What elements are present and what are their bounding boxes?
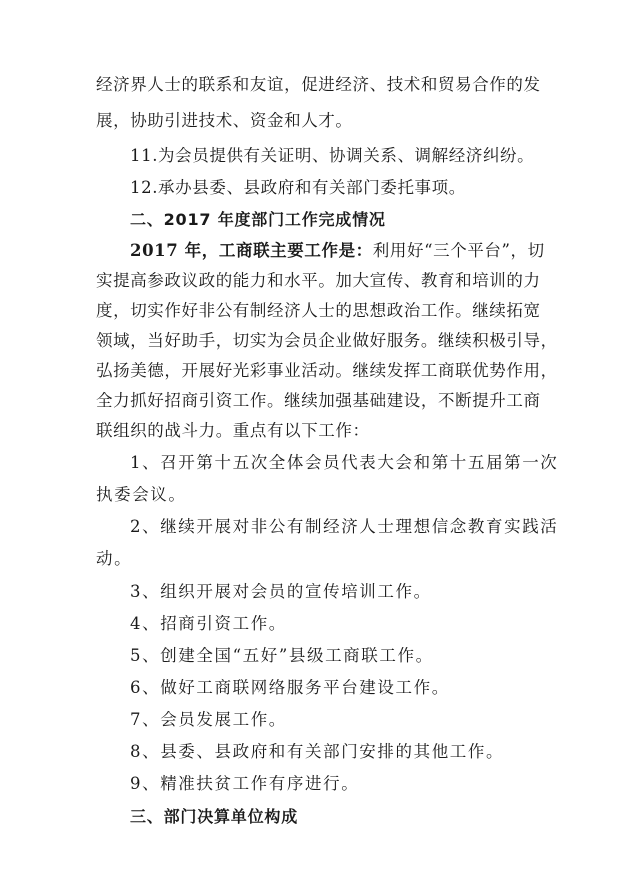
work-item-2-cont: 动。 <box>96 549 133 568</box>
paragraph-line: 展，协助引进技术、资金和人才。 <box>96 111 353 130</box>
work-item-6: 6、做好工商联网络服务平台建设工作。 <box>130 678 450 697</box>
paragraph-line: 经济界人士的联系和友谊，促进经济、技术和贸易合作的发 <box>96 75 541 94</box>
work-item-4: 4、招商引资工作。 <box>130 614 287 633</box>
work-item-8: 8、县委、县政府和有关部门安排的其他工作。 <box>130 742 505 761</box>
intro-lead-rest: 利用好“三个平台”，切 <box>372 241 545 260</box>
section-heading-3: 三、部门决算单位构成 <box>130 807 299 826</box>
work-item-5: 5、创建全国“五好”县级工商联工作。 <box>130 646 434 665</box>
section-heading-2: 二、2017 年度部门工作完成情况 <box>130 210 386 229</box>
paragraph-line: 领域，当好助手，切实为会员企业做好服务。继续积极引导， <box>96 331 558 350</box>
work-item-2: 2、继续开展对非公有制经济人士理想信念教育实践活 <box>130 517 559 536</box>
work-item-1: 1、召开第十五次全体会员代表大会和第十五届第一次 <box>130 453 559 472</box>
work-item-1-cont: 执委会议。 <box>96 485 187 504</box>
paragraph-line: 度，切实作好非公有制经济人士的思想政治工作。继续拓宽 <box>96 301 541 320</box>
paragraph-line: 联组织的战斗力。重点有以下工作： <box>96 421 370 440</box>
paragraph-line: 弘扬美德，开展好光彩事业活动。继续发挥工商联优势作用， <box>96 361 558 380</box>
paragraph-line <box>130 240 545 262</box>
paragraph-line: 全力抓好招商引资工作。继续加强基础建设，不断提升工商 <box>96 391 541 410</box>
work-item-3: 3、组织开展对会员的宣传培训工作。 <box>130 582 432 601</box>
intro-lead-bold: 2017 年，工商联主要工作是： <box>130 241 373 260</box>
list-item-12: 12.承办县委、县政府和有关部门委托事项。 <box>130 178 466 197</box>
list-item-11: 11.为会员提供有关证明、协调关系、调解经济纠纷。 <box>130 146 535 165</box>
paragraph-line: 实提高参政议政的能力和水平。加大宣传、教育和培训的力 <box>96 271 541 290</box>
work-item-7: 7、会员发展工作。 <box>130 710 287 729</box>
work-item-9: 9、精准扶贫工作有序进行。 <box>130 774 360 793</box>
